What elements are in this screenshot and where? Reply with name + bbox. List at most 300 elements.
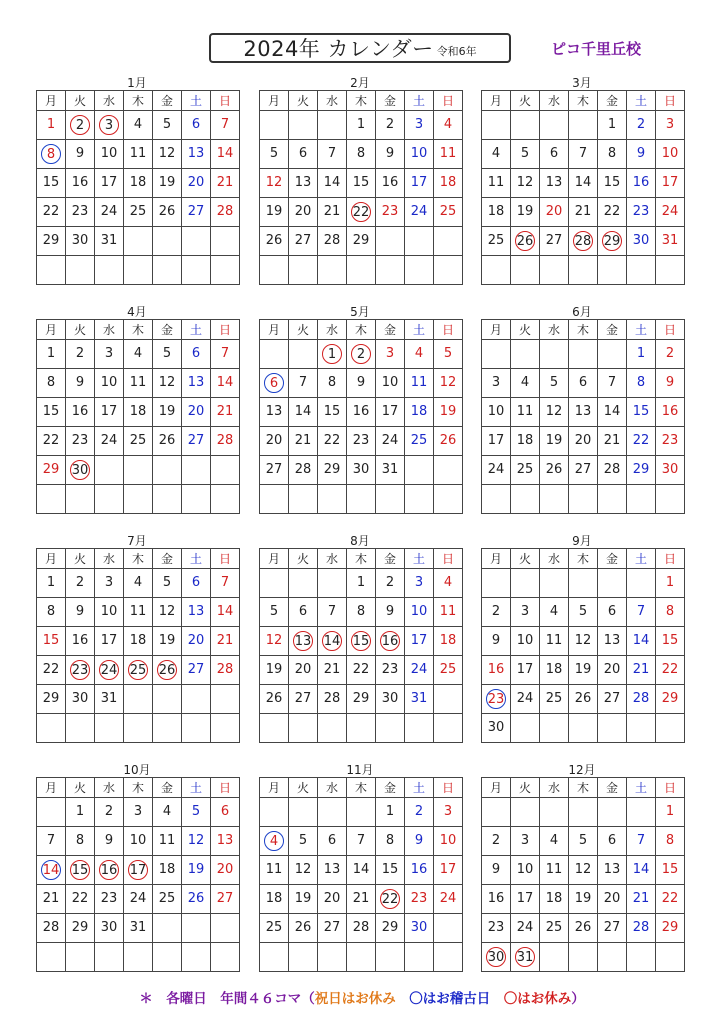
- day-cell: [482, 627, 511, 656]
- day-number: 28: [632, 691, 650, 706]
- empty-cell: [540, 340, 569, 369]
- weekday-header: 月: [482, 91, 511, 111]
- day-number: 24: [516, 920, 534, 935]
- day-cell: [95, 856, 124, 885]
- day-number: 29: [323, 462, 341, 477]
- day-number: 13: [574, 404, 592, 419]
- weekday-header: 金: [153, 549, 182, 569]
- weekday-header: 土: [627, 778, 656, 798]
- day-number: 15: [603, 175, 621, 190]
- day-cell: [376, 369, 405, 398]
- day-number: 27: [323, 920, 341, 935]
- day-number: 9: [491, 862, 501, 877]
- month-label: 11月: [346, 763, 374, 777]
- empty-cell: [376, 485, 405, 514]
- day-number: 20: [187, 404, 205, 419]
- day-cell: [540, 656, 569, 685]
- day-number: 14: [603, 404, 621, 419]
- day-number: 19: [516, 204, 534, 219]
- day-number: 21: [216, 175, 234, 190]
- day-number: 1: [385, 804, 395, 819]
- day-cell: [511, 140, 540, 169]
- day-cell: [289, 827, 318, 856]
- month-label: 6月: [572, 305, 592, 319]
- day-cell: [405, 914, 434, 943]
- day-cell: [260, 856, 289, 885]
- empty-cell: [211, 456, 240, 485]
- day-cell: [182, 140, 211, 169]
- day-number: 8: [356, 146, 366, 161]
- empty-cell: [260, 485, 289, 514]
- day-number: 2: [491, 604, 501, 619]
- day-cell: [511, 198, 540, 227]
- day-number: 22: [603, 204, 621, 219]
- day-number: 9: [356, 375, 366, 390]
- day-number: 4: [491, 146, 501, 161]
- day-number: 26: [294, 920, 312, 935]
- day-cell: [434, 827, 463, 856]
- day-number: 7: [327, 146, 337, 161]
- empty-cell: [540, 569, 569, 598]
- day-number: 6: [549, 146, 559, 161]
- day-cell: [211, 111, 240, 140]
- day-number: 22: [42, 662, 60, 677]
- day-cell: [540, 427, 569, 456]
- day-cell: [511, 627, 540, 656]
- day-number: 1: [46, 117, 56, 132]
- weekday-header: 木: [124, 320, 153, 340]
- weekday-header: 日: [434, 778, 463, 798]
- day-cell: [318, 198, 347, 227]
- weekday-header: 日: [434, 320, 463, 340]
- day-number: 6: [298, 146, 308, 161]
- day-number: 26: [515, 231, 535, 251]
- day-cell: [347, 227, 376, 256]
- day-cell: [434, 627, 463, 656]
- legend-holiday-note: 祝日はお休み: [314, 991, 396, 1007]
- day-cell: [260, 656, 289, 685]
- weekday-header: 木: [124, 549, 153, 569]
- day-cell: [347, 885, 376, 914]
- day-cell: [182, 169, 211, 198]
- month-1: [36, 76, 238, 285]
- day-cell: [482, 169, 511, 198]
- empty-cell: [95, 943, 124, 972]
- day-cell: [511, 169, 540, 198]
- month-table: [259, 90, 463, 285]
- day-cell: [569, 427, 598, 456]
- day-number: 5: [162, 346, 172, 361]
- day-number: 2: [491, 833, 501, 848]
- day-number: 6: [191, 575, 201, 590]
- day-cell: [511, 685, 540, 714]
- day-number: 16: [661, 404, 679, 419]
- weekday-header: 金: [598, 320, 627, 340]
- day-number: 12: [187, 833, 205, 848]
- day-cell: [598, 914, 627, 943]
- empty-cell: [260, 111, 289, 140]
- day-number: 21: [42, 891, 60, 906]
- legend-red-note: 〇はお休み: [503, 991, 572, 1007]
- day-cell: [540, 827, 569, 856]
- day-cell: [656, 456, 685, 485]
- day-number: 16: [487, 662, 505, 677]
- day-cell: [95, 111, 124, 140]
- day-cell: [347, 456, 376, 485]
- day-cell: [482, 598, 511, 627]
- day-cell: [598, 627, 627, 656]
- day-number: 12: [158, 604, 176, 619]
- day-number: 13: [545, 175, 563, 190]
- weekday-header: 金: [598, 91, 627, 111]
- day-number: 10: [129, 833, 147, 848]
- empty-cell: [540, 485, 569, 514]
- day-cell: [153, 340, 182, 369]
- month-label: 9月: [572, 534, 592, 548]
- day-cell: [95, 685, 124, 714]
- day-cell: [598, 227, 627, 256]
- day-number: 19: [265, 662, 283, 677]
- day-cell: [627, 427, 656, 456]
- day-cell: [347, 169, 376, 198]
- month-table: [481, 777, 685, 972]
- day-number: 18: [439, 633, 457, 648]
- weekday-header: 火: [511, 91, 540, 111]
- day-cell: [598, 111, 627, 140]
- empty-cell: [434, 485, 463, 514]
- day-cell: [318, 456, 347, 485]
- day-number: 11: [410, 375, 428, 390]
- day-cell: [482, 369, 511, 398]
- day-number: 11: [265, 862, 283, 877]
- empty-cell: [627, 714, 656, 743]
- empty-cell: [569, 943, 598, 972]
- day-cell: [482, 914, 511, 943]
- day-number: 12: [158, 146, 176, 161]
- month-label: 10月: [123, 763, 151, 777]
- day-number: 12: [574, 633, 592, 648]
- day-number: 3: [520, 604, 530, 619]
- day-cell: [153, 398, 182, 427]
- empty-cell: [37, 798, 66, 827]
- day-cell: [569, 398, 598, 427]
- day-cell: [66, 111, 95, 140]
- day-cell: [37, 369, 66, 398]
- weekday-header: 月: [260, 778, 289, 798]
- day-cell: [37, 140, 66, 169]
- day-number: 23: [381, 204, 399, 219]
- weekday-header: 木: [569, 549, 598, 569]
- day-cell: [405, 140, 434, 169]
- day-number: 22: [632, 433, 650, 448]
- day-number: 14: [323, 175, 341, 190]
- day-cell: [37, 569, 66, 598]
- empty-cell: [569, 569, 598, 598]
- day-number: 15: [42, 175, 60, 190]
- day-cell: [627, 627, 656, 656]
- day-cell: [656, 140, 685, 169]
- month-table: [36, 319, 240, 514]
- empty-cell: [511, 111, 540, 140]
- empty-cell: [211, 685, 240, 714]
- day-cell: [627, 340, 656, 369]
- day-cell: [66, 856, 95, 885]
- day-number: 17: [100, 175, 118, 190]
- day-number: 15: [70, 860, 90, 880]
- day-number: 19: [265, 204, 283, 219]
- day-cell: [182, 111, 211, 140]
- day-cell: [182, 885, 211, 914]
- day-cell: [434, 169, 463, 198]
- day-cell: [95, 656, 124, 685]
- day-number: 13: [603, 633, 621, 648]
- day-cell: [434, 856, 463, 885]
- day-number: 28: [603, 462, 621, 477]
- day-number: 1: [46, 575, 56, 590]
- day-cell: [482, 714, 511, 743]
- day-number: 26: [574, 920, 592, 935]
- weekday-header: 土: [182, 549, 211, 569]
- day-cell: [95, 914, 124, 943]
- month-9: [481, 534, 683, 743]
- day-number: 25: [487, 233, 505, 248]
- day-cell: [482, 827, 511, 856]
- day-number: 13: [603, 862, 621, 877]
- day-number: 27: [265, 462, 283, 477]
- day-number: 11: [158, 833, 176, 848]
- day-cell: [182, 398, 211, 427]
- day-number: 19: [545, 433, 563, 448]
- day-number: 31: [129, 920, 147, 935]
- day-cell: [182, 827, 211, 856]
- weekday-header: 水: [540, 778, 569, 798]
- day-number: 27: [187, 662, 205, 677]
- day-number: 24: [129, 891, 147, 906]
- day-number: 2: [385, 575, 395, 590]
- day-cell: [211, 856, 240, 885]
- day-number: 18: [265, 891, 283, 906]
- day-cell: [124, 798, 153, 827]
- weekday-header: 日: [656, 549, 685, 569]
- day-number: 6: [578, 375, 588, 390]
- day-cell: [260, 914, 289, 943]
- day-number: 28: [323, 233, 341, 248]
- weekday-header: 木: [347, 549, 376, 569]
- empty-cell: [124, 227, 153, 256]
- day-cell: [405, 369, 434, 398]
- day-cell: [153, 427, 182, 456]
- empty-cell: [405, 227, 434, 256]
- day-cell: [289, 456, 318, 485]
- day-number: 18: [487, 204, 505, 219]
- day-cell: [124, 140, 153, 169]
- day-cell: [260, 427, 289, 456]
- month-table: [36, 548, 240, 743]
- weekday-header: 水: [540, 320, 569, 340]
- day-number: 24: [661, 204, 679, 219]
- day-number: 8: [46, 375, 56, 390]
- day-cell: [37, 685, 66, 714]
- day-cell: [405, 656, 434, 685]
- month-2: [259, 76, 461, 285]
- day-cell: [124, 111, 153, 140]
- day-cell: [211, 569, 240, 598]
- day-number: 17: [410, 633, 428, 648]
- day-number: 31: [381, 462, 399, 477]
- weekday-header: 火: [66, 549, 95, 569]
- weekday-header: 水: [318, 778, 347, 798]
- empty-cell: [376, 943, 405, 972]
- empty-cell: [598, 340, 627, 369]
- weekday-header: 金: [376, 91, 405, 111]
- empty-cell: [347, 714, 376, 743]
- day-cell: [124, 398, 153, 427]
- day-cell: [37, 598, 66, 627]
- legend-footer: [0, 987, 724, 1007]
- day-number: 7: [636, 833, 646, 848]
- day-cell: [318, 914, 347, 943]
- day-cell: [318, 369, 347, 398]
- day-cell: [434, 598, 463, 627]
- day-number: 31: [100, 233, 118, 248]
- day-number: 26: [187, 891, 205, 906]
- month-table: [481, 319, 685, 514]
- day-cell: [540, 685, 569, 714]
- day-number: 22: [661, 891, 679, 906]
- day-number: 27: [603, 920, 621, 935]
- day-cell: [627, 169, 656, 198]
- day-number: 18: [129, 175, 147, 190]
- day-number: 1: [75, 804, 85, 819]
- empty-cell: [482, 111, 511, 140]
- day-number: 15: [352, 175, 370, 190]
- day-cell: [376, 914, 405, 943]
- weekday-header: 金: [376, 320, 405, 340]
- month-table: [259, 548, 463, 743]
- empty-cell: [153, 485, 182, 514]
- day-number: 10: [487, 404, 505, 419]
- empty-cell: [569, 340, 598, 369]
- day-cell: [482, 685, 511, 714]
- day-number: 14: [632, 633, 650, 648]
- day-number: 5: [162, 575, 172, 590]
- day-cell: [376, 456, 405, 485]
- day-cell: [347, 685, 376, 714]
- empty-cell: [376, 256, 405, 285]
- empty-cell: [434, 685, 463, 714]
- day-cell: [540, 398, 569, 427]
- day-number: 27: [294, 691, 312, 706]
- empty-cell: [124, 256, 153, 285]
- day-number: 20: [216, 862, 234, 877]
- weekday-header: 月: [482, 778, 511, 798]
- day-number: 17: [516, 662, 534, 677]
- empty-cell: [211, 914, 240, 943]
- weekday-header: 月: [37, 549, 66, 569]
- legend-lead: ＊ 各曜日 年間４６コマ（: [139, 991, 315, 1007]
- day-cell: [318, 885, 347, 914]
- day-number: 24: [99, 660, 119, 680]
- empty-cell: [627, 569, 656, 598]
- day-cell: [347, 340, 376, 369]
- day-cell: [569, 598, 598, 627]
- day-cell: [153, 827, 182, 856]
- day-number: 11: [129, 146, 147, 161]
- day-cell: [124, 885, 153, 914]
- empty-cell: [153, 227, 182, 256]
- day-cell: [598, 369, 627, 398]
- month-label: 1月: [127, 76, 147, 90]
- day-cell: [260, 598, 289, 627]
- day-number: 17: [516, 891, 534, 906]
- day-number: 21: [352, 891, 370, 906]
- day-number: 3: [491, 375, 501, 390]
- day-number: 15: [42, 633, 60, 648]
- day-cell: [318, 598, 347, 627]
- day-number: 7: [46, 833, 56, 848]
- day-number: 13: [323, 862, 341, 877]
- day-number: 22: [661, 662, 679, 677]
- day-cell: [598, 427, 627, 456]
- day-number: 26: [574, 691, 592, 706]
- day-cell: [598, 885, 627, 914]
- empty-cell: [66, 943, 95, 972]
- day-number: 6: [327, 833, 337, 848]
- day-cell: [598, 656, 627, 685]
- day-number: 30: [71, 691, 89, 706]
- empty-cell: [434, 256, 463, 285]
- day-cell: [211, 369, 240, 398]
- day-number: 24: [410, 662, 428, 677]
- day-cell: [211, 798, 240, 827]
- empty-cell: [182, 485, 211, 514]
- day-cell: [511, 598, 540, 627]
- day-number: 7: [220, 117, 230, 132]
- day-cell: [211, 398, 240, 427]
- day-number: 29: [632, 462, 650, 477]
- day-cell: [289, 369, 318, 398]
- day-number: 5: [269, 146, 279, 161]
- day-number: 22: [42, 433, 60, 448]
- day-number: 12: [516, 175, 534, 190]
- day-cell: [405, 685, 434, 714]
- day-number: 5: [191, 804, 201, 819]
- day-cell: [569, 656, 598, 685]
- day-cell: [182, 198, 211, 227]
- day-number: 14: [322, 631, 342, 651]
- day-cell: [95, 369, 124, 398]
- day-cell: [405, 856, 434, 885]
- day-number: 14: [41, 860, 61, 880]
- day-number: 4: [162, 804, 172, 819]
- day-number: 23: [661, 433, 679, 448]
- empty-cell: [482, 256, 511, 285]
- month-table: [36, 777, 240, 972]
- day-cell: [627, 398, 656, 427]
- weekday-header: 土: [405, 320, 434, 340]
- day-number: 8: [385, 833, 395, 848]
- day-number: 12: [439, 375, 457, 390]
- day-number: 23: [410, 891, 428, 906]
- day-number: 17: [381, 404, 399, 419]
- day-number: 17: [439, 862, 457, 877]
- day-cell: [95, 398, 124, 427]
- day-cell: [405, 169, 434, 198]
- day-cell: [289, 685, 318, 714]
- day-cell: [95, 827, 124, 856]
- day-number: 28: [42, 920, 60, 935]
- day-cell: [318, 227, 347, 256]
